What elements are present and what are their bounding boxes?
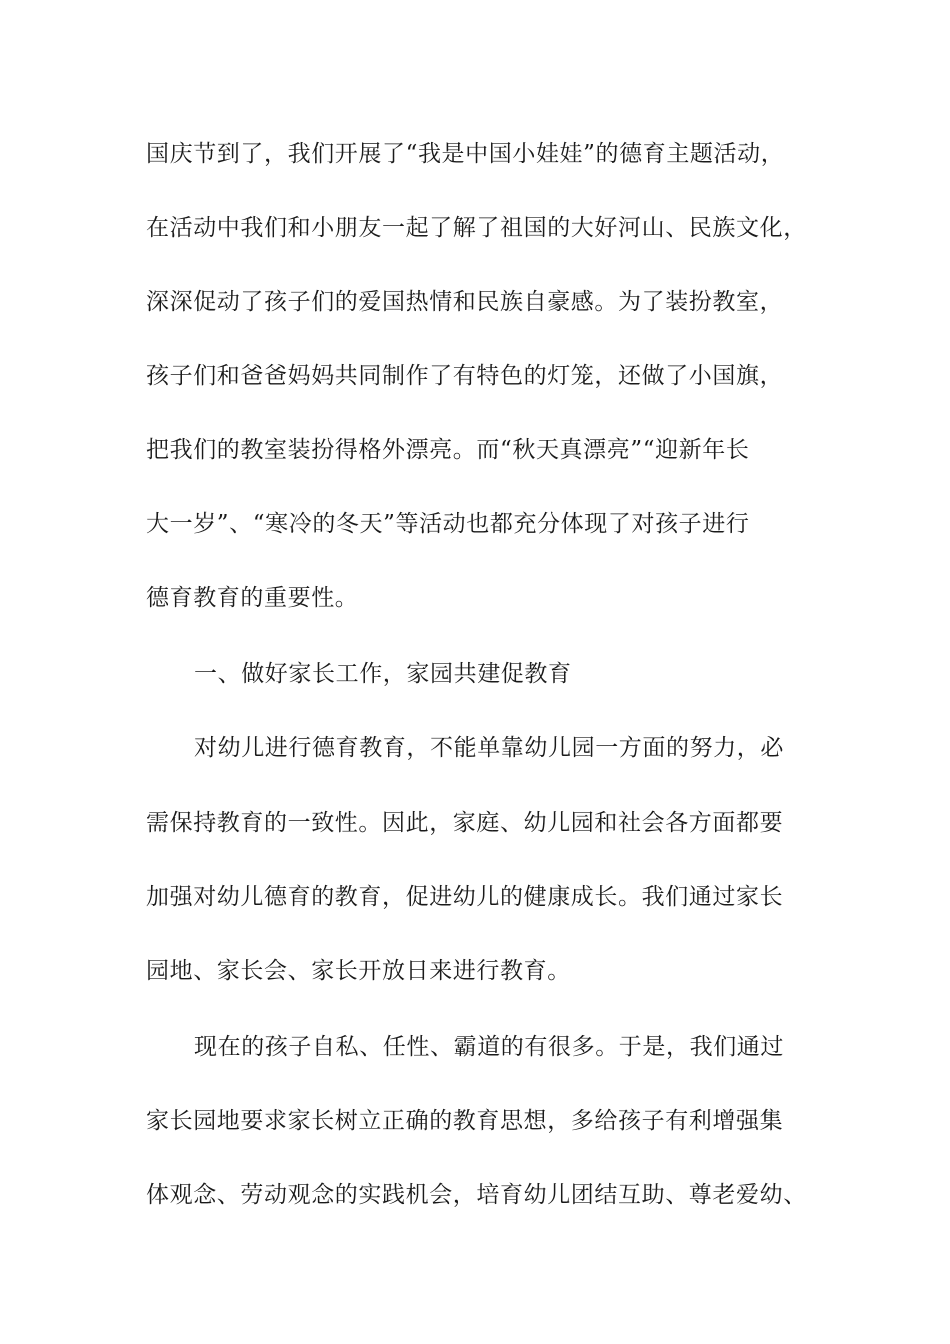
paragraph-line: 园地、家长会、家长开放日来进行教育。 [146, 958, 571, 984]
paragraph-line: 加强对幼儿德育的教育，促进幼儿的健康成长。我们通过家长 [146, 884, 784, 910]
paragraph-line: 深深促动了孩子们的爱国热情和民族自豪感。为了装扮教室， [146, 289, 784, 315]
paragraph-line: 体观念、劳动观念的实践机会，培育幼儿团结互助、尊老爱幼、 [146, 1182, 807, 1208]
paragraph-line: 大一岁”、“寒冷的冬天”等活动也都充分体现了对孩子进行 [146, 511, 750, 537]
paragraph-line: 需保持教育的一致性。因此，家庭、幼儿园和社会各方面都要 [146, 810, 784, 836]
paragraph-line: 家长园地要求家长树立正确的教育思想，多给孩子有利增强集 [146, 1108, 784, 1134]
paragraph-line: 德育教育的重要性。 [146, 585, 359, 611]
paragraph-line: 把我们的教室装扮得格外漂亮。而“秋天真漂亮”“迎新年长 [146, 437, 750, 463]
paragraph-line: 国庆节到了，我们开展了“我是中国小娃娃”的德育主题活动， [146, 141, 785, 167]
paragraph-line: 孩子们和爸爸妈妈共同制作了有特色的灯笼，还做了小国旗， [146, 363, 784, 389]
paragraph-line: 在活动中我们和小朋友一起了解了祖国的大好河山、民族文化， [146, 215, 807, 241]
paragraph-line: 对幼儿进行德育教育，不能单靠幼儿园一方面的努力，必 [194, 735, 784, 761]
section-heading: 一、做好家长工作，家园共建促教育 [194, 661, 572, 687]
paragraph-line: 现在的孩子自私、任性、霸道的有很多。于是，我们通过 [194, 1034, 784, 1060]
